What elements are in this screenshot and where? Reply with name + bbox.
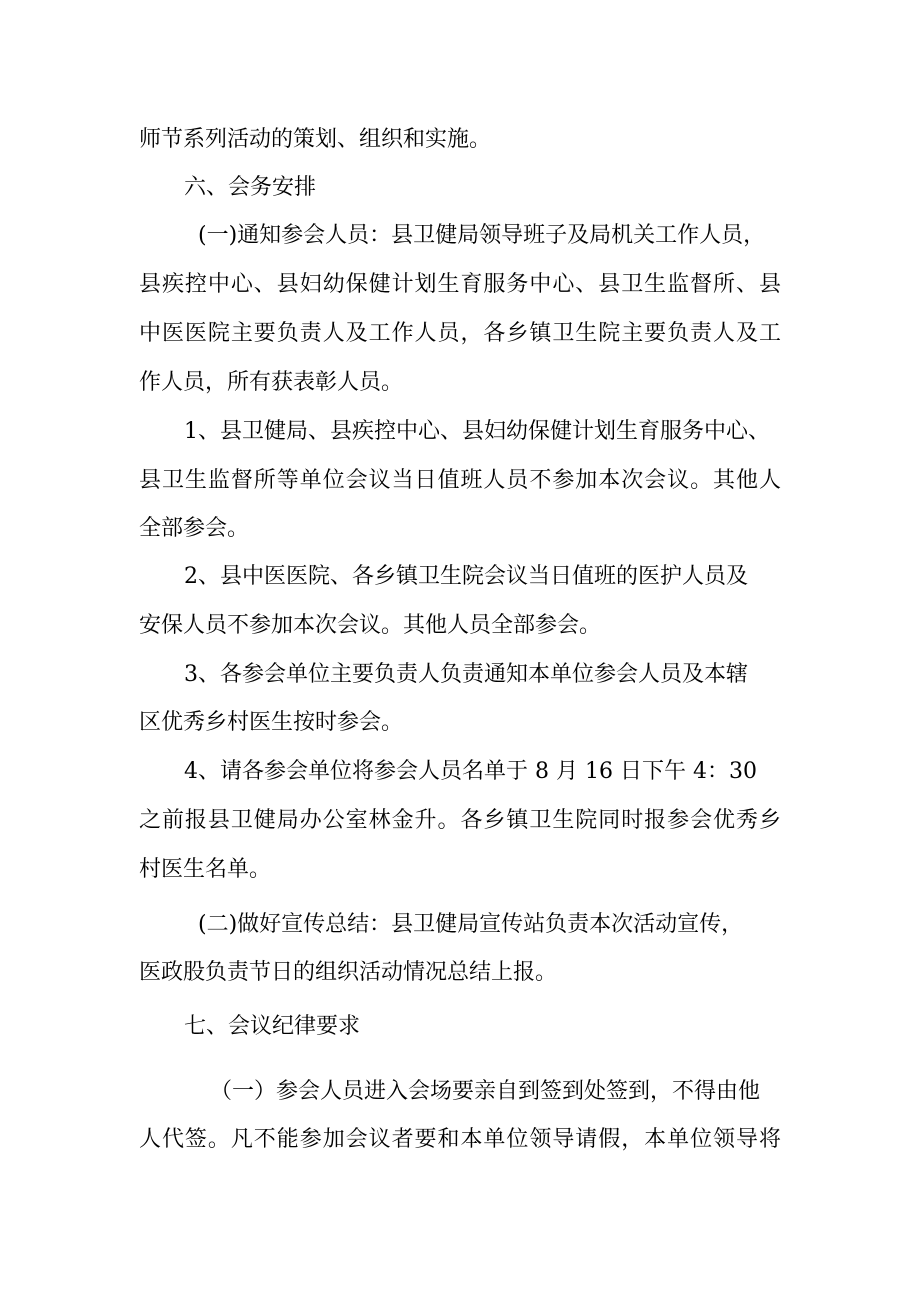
section-heading: 七、会议纪律要求 [184, 1014, 361, 1039]
subsection-heading: （一）参会人员进入会场要亲自到签到处签到，不得由他 [210, 1079, 761, 1104]
text-line: 村医生名单。 [139, 857, 272, 882]
text-line: 全部参会。 [139, 516, 250, 541]
list-item: 2、县中医医院、各乡镇卫生院会议当日值班的医护人员及 [184, 564, 748, 589]
text-line: 医政股负责节日的组织活动情况总结上报。 [139, 960, 558, 985]
list-item: 3、各参会单位主要负责人负责通知本单位参会人员及本辖 [184, 662, 748, 687]
text-line: 安保人员不参加本次会议。其他人员全部参会。 [139, 613, 602, 638]
text-line: 中医医院主要负责人及工作人员，各乡镇卫生院主要负责人及工 [139, 321, 781, 346]
text-line: 区优秀乡村医生按时参会。 [139, 710, 404, 735]
subsection-heading: (二)做好宣传总结：县卫健局宣传站负责本次活动宣传， [198, 912, 744, 937]
list-item: 1、县卫健局、县疾控中心、县妇幼保健计划生育服务中心、 [184, 419, 770, 444]
text-line: 人代签。凡不能参加会议者要和本单位领导请假，本单位领导将 [139, 1127, 781, 1152]
list-item: 4、请各参会单位将参会人员名单于 8 月 16 日下午 4：30 [184, 759, 757, 784]
text-line: 县疾控中心、县妇幼保健计划生育服务中心、县卫生监督所、县 [139, 272, 781, 297]
text-line: 县卫生监督所等单位会议当日值班人员不参加本次会议。其他人 [139, 468, 781, 493]
text-line: 作人员，所有获表彰人员。 [139, 370, 404, 395]
section-heading: 六、会务安排 [184, 175, 317, 200]
text-line: 之前报县卫健局办公室林金升。各乡镇卫生院同时报参会优秀乡 [139, 808, 781, 833]
subsection-heading: (一)通知参会人员：县卫健局领导班子及局机关工作人员， [198, 223, 766, 248]
text-line: 师节系列活动的策划、组织和实施。 [139, 127, 492, 152]
